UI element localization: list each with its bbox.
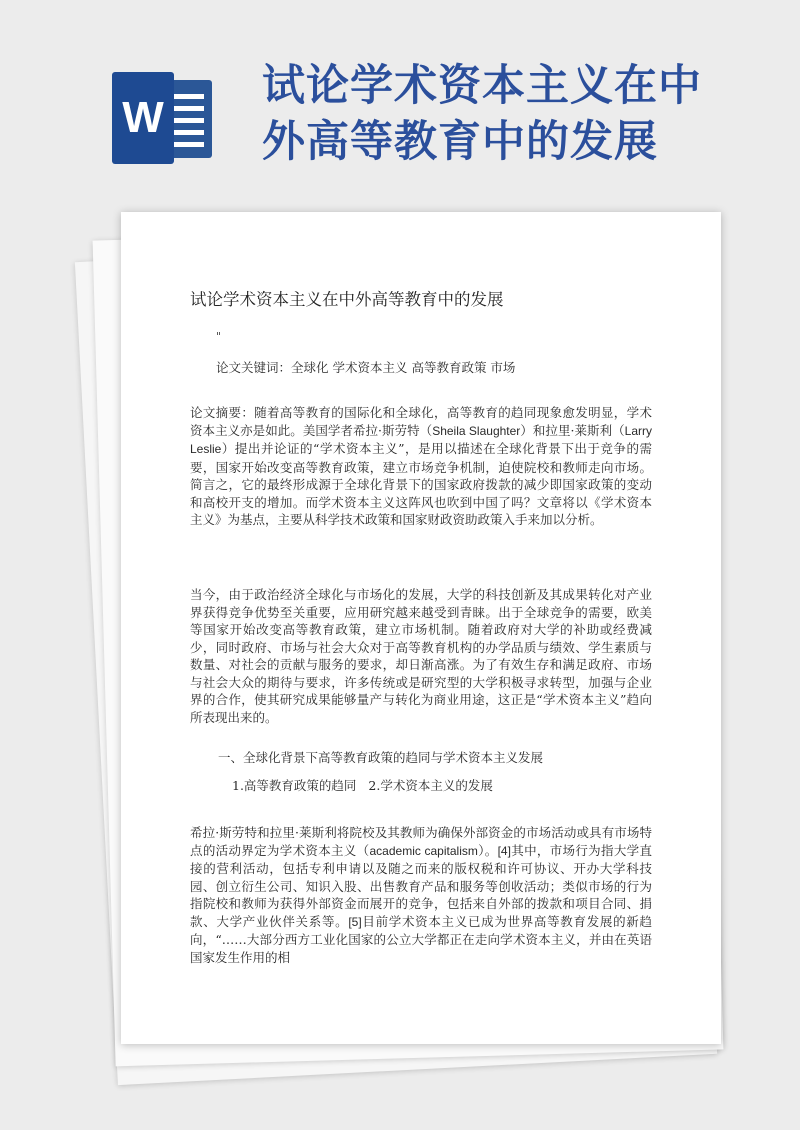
abstract-text-3: ）提出并论证的“学术资本主义”，是用以描述在全球化背景下出于竞争的需要，国家开始改变高等教育政策，建立市场竞争机制，迫使院校和教师走向市场。简言之，它的最终形成源于全球化背景下的国家政府拨款的减少即国家政策的变动和高校开支的增加。而学术资本主义这阵风也吹到中国了吗？文章将以《学术资本主义》为基点，主要从科学技术政策和国家财政资助政策入手来加以分析。 <box>190 441 652 527</box>
subheading-2: 2.学术资本主义的发展 <box>368 778 493 793</box>
header-banner <box>0 0 800 220</box>
abstract-paragraph <box>190 404 652 529</box>
body-paragraph <box>190 824 652 966</box>
citation-4: [4] <box>497 843 511 858</box>
word-document-icon <box>108 68 218 168</box>
section-heading: 一、全球化背景下高等教育政策的趋同与学术资本主义发展 <box>218 750 544 765</box>
document-page <box>121 212 721 1044</box>
body-text-3: 其中，市场行为指大学直接的营利活动，包括专利申请以及随之而来的版权税和许可协议、开办大学科技园、创立衍生公司、知识入股、出售教育产品和服务等创收活动；类似市场的行为指院校和教师为获得外部资金而展开的竞争，包括来自外部的拨款和项目合同、捐款、大学产业伙伴关系等。 <box>190 842 652 929</box>
intro-paragraph: 当今，由于政治经济全球化与市场化的发展，大学的科技创新及其成果转化对产业界获得竞争优势至关重要，应用研究越来越受到青睐。出于全球竞争的需要，欧美等国家开始改变高等教育政策，建立市场机制。随着政府对大学的补助或经费减少，同时政府、市场与社会大众对于高等教育机构的办学品质与绩效、学生素质与数量、对社会的贡献与服务的要求，却日渐高涨。为了有效生存和满足政府、市场与社会大众的期待与要求，许多传统或是研究型的大学积极寻求转型，加强与企业界的合作，使其研究成果能够量产与转化为商业用途，这正是“学术资本主义”趋向所表现出来的。 <box>190 587 652 725</box>
keywords-line: 论文关键词：全球化 学术资本主义 高等教育政策 市场 <box>216 360 516 375</box>
abstract-latin-name-1: Sheila Slaughter <box>432 423 521 438</box>
page-title-line-2: 外高等教育中的发展 <box>262 117 658 167</box>
page-title-line-1: 试论学术资本主义在中 <box>262 61 702 111</box>
page-title <box>262 58 782 170</box>
body-text-1: 希拉·斯劳特和拉里·莱斯利将院校及其教师为确保外部资金的市场活动或具有市场特点的活动界定为学术资本主义（ <box>190 825 652 858</box>
abstract-text-1: 论文摘要：随着高等教育的国际化和全球化，高等教育的趋同现象愈发明显，学术资本主义亦是如此。美国学者希拉·斯劳特（ <box>190 405 652 438</box>
body-text-4: 目前学术资本主义已成为世界高等教育发展的新趋向，“……大部分西方工业化国家的公立大学都正在走向学术资本主义，并由在英语国家发生作用的相 <box>190 913 652 965</box>
abstract-text-2: ）和拉里·莱斯利（ <box>520 422 625 438</box>
quote-mark: " <box>216 330 222 343</box>
body-text-2: ）。 <box>477 842 498 858</box>
subheading-1: 1.高等教育政策的趋同 <box>232 778 357 793</box>
subheadings-line <box>232 776 501 794</box>
abstract-latin-name-2: Larry Leslie <box>190 423 652 456</box>
citation-5: [5] <box>348 914 362 929</box>
body-latin-term: academic capitalism <box>369 843 478 858</box>
document-title: 试论学术资本主义在中外高等教育中的发展 <box>190 290 504 309</box>
word-logo-letter: W <box>122 93 164 142</box>
